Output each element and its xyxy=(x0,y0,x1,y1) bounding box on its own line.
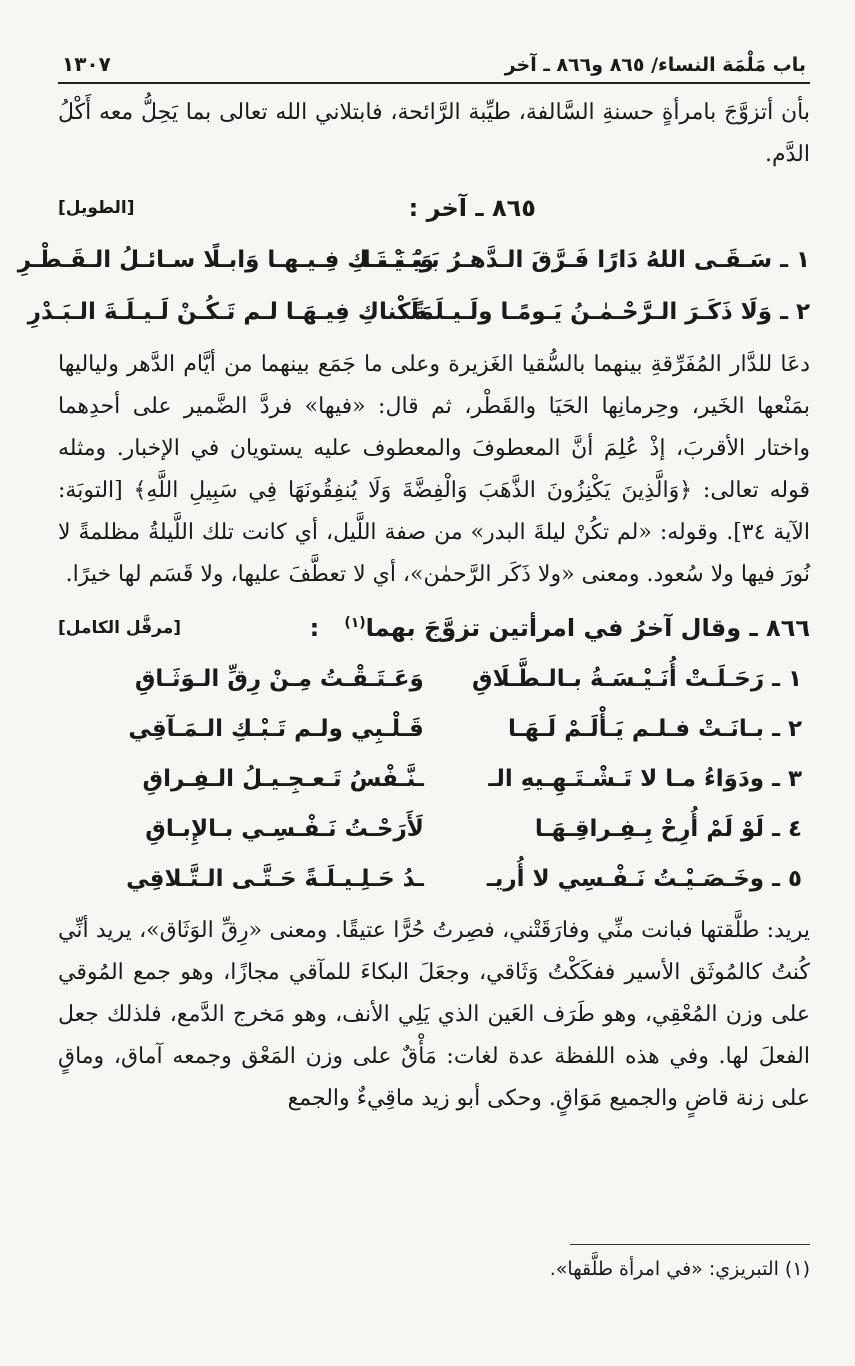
section-865-verses xyxy=(17,234,810,338)
verse-first-hemistich: ١ ـ رَحَـلَـتْ أُنَـيْـسَـةُ بـالـطَّـلَاقِ xyxy=(472,666,802,692)
verse-first-hemistich: ٢ ـ بـانَـتْ فـلـم يَـأْلَـمْ لَـهَـا xyxy=(508,716,802,742)
verse-865-2 xyxy=(27,286,810,338)
verse-first-hemistich: ١ ـ سَـقَـى اللهُ دَارًا فَـرَّقَ الـدَّهـرُ بَـيْـنَـنـا xyxy=(362,247,810,273)
verse-first-hemistich: ٤ ـ لَوْ لَمْ أُرِحْ بِـفِـراقِـهَـا xyxy=(534,816,802,842)
verse-second-hemistich: قَـلْـبِي ولـم تَـبْـكِ الـمَـآقِي xyxy=(128,716,424,742)
section-866-verses xyxy=(58,654,810,904)
verse-865-1 xyxy=(17,234,810,286)
section-865-meter: [الطويل] xyxy=(58,198,135,218)
book-page xyxy=(17,52,811,1352)
verse-second-hemistich: ـنَّـفْسُ تَـعـجِـيـلُ الـفِـراقِ xyxy=(142,766,424,792)
section-866-title-colon: : xyxy=(309,614,320,642)
footnote: (١) التبريزي: «في امرأة طلَّقها». xyxy=(549,1258,810,1280)
verse-first-hemistich: ٥ ـ وخَـصَـيْـتُ نَـفْـسِي لا أُريـ xyxy=(486,866,802,892)
verse-866-5 xyxy=(58,854,810,904)
verse-866-2 xyxy=(58,704,810,754)
verse-866-1 xyxy=(58,654,810,704)
verse-first-hemistich: ٢ ـ وَلَا ذَكَـرَ الـرَّحْـمٰـنُ يَـومًـا ولَـيـلَـةً xyxy=(413,299,810,325)
section-865-heading xyxy=(58,186,810,230)
section-865-title: ٨٦٥ ـ آخر : xyxy=(408,194,536,222)
footnote-divider xyxy=(570,1244,810,1245)
running-header xyxy=(58,52,810,84)
section-866-commentary: يريد: طلَّقتها فبانت منِّي وفارَقَتْني، فصِرتُ حُرًّا عتيقًا. ومعنى «رِقِّ الوَثَاق»، يريد أنِّي كُنتُ كالمُوثَق الأسير ففكَكْتُ وَثَاقي، وجعَلَ البكاءَ للمآقي مجازًا، وهو جمع المُوقي على وزن المُعْقِي، وهو طَرَف العَين الذي يَلِي الأنف، وهو مَخرج الدَّمع، فلذلك جعل الفعلَ لها. وفي هذه اللفظة عدة لغات: مَأْقٌ على وزن المَعْق وجمعه آماق، وماقٍ على زنة قاضٍ والجميع مَوَاقٍ. وحكى أبو زيد ماقِيءٌ والجمع xyxy=(58,918,811,1111)
footnote-marker: (١) xyxy=(344,615,366,631)
section-866-heading xyxy=(58,606,810,650)
page-number: ١٣٠٧ xyxy=(62,52,111,76)
verse-second-hemistich: ـدُ حَـلِـيـلَـةً حَـتَّـى الـتَّـلاقِي xyxy=(126,866,424,892)
section-865-commentary: دعَا للدَّار المُفَرِّقةِ بينهما بالسُّقيا الغَزيرة وعلى ما جَمَع بينهما من أيَّام الدَّهر ولياليها بمَنْعها الخَير، وحِرمانِها الحَيَا والقَطْر، ثم قال: «فيها» فردَّ الضَّمير على أحدِهما واختار الأقربَ، إذْ عُلِمَ أنَّ المعطوفَ والمعطوف عليه يستويان في الإخبار. ومثله قوله تعالى: ﴿وَالَّذِينَ يَكْنِزُونَ الذَّهَبَ وَالْفِضَّةَ وَلَا يُنفِقُونَهَا فِي سَبِيلِ اللَّهِ﴾ [التوبَة: الآية ٣٤]. وقوله: «لم تكُنْ ليلةَ البدر» من صفة اللَّيل، أي كانت تلك اللَّيلةُ مظلمةً لا نُورَ فيها ولا سُعود. ومعنى «ولا ذَكَر الرَّحمٰن»، أي لا تعطَّفَ عليها، ولا قَسَم لها خيرًا. xyxy=(58,352,810,587)
verse-first-hemistich: ٣ ـ ودَوَاءُ مـا لا تَـشْـتَـهِـيهِ الـ xyxy=(488,766,802,792)
verse-second-hemistich: مَلَكْناكِ فِيـهَـا لـم تَـكُـنْ لَـيـلَـةَ الـبَـدْرِ xyxy=(27,299,434,325)
verse-866-3 xyxy=(58,754,810,804)
section-866-title-text: ٨٦٦ ـ وقال آخرُ في امرأتين تزوَّجَ بهما xyxy=(365,614,810,642)
intro-paragraph: بأن أتزوَّجَ بامرأةٍ حسنةِ السَّالفة، طيِّبة الرَّائحة، فابتلاني الله تعالى بما يَحِلُّ معه أَكْلُ الدَّم. xyxy=(58,100,810,167)
verse-866-4 xyxy=(58,804,810,854)
verse-second-hemistich: وَبَـيْـنَـكِ فِـيـهـا وَابـلًا سـائـلُ الـقَـطْـرِ xyxy=(17,247,434,273)
section-866-title xyxy=(181,614,810,642)
running-title: باب مَلْمَة النساء/ ٨٦٥ و٨٦٦ ـ آخر xyxy=(504,54,806,76)
verse-second-hemistich: لَأَرَحْـتُ نَـفْـسِـي بـالإِبـاقِ xyxy=(145,816,424,842)
section-866-meter: [مرفَّل الكامل] xyxy=(58,618,182,638)
verse-second-hemistich: وَعَـتَـقْـتُ مِـنْ رِقِّ الـوَثَـاقِ xyxy=(134,666,424,692)
